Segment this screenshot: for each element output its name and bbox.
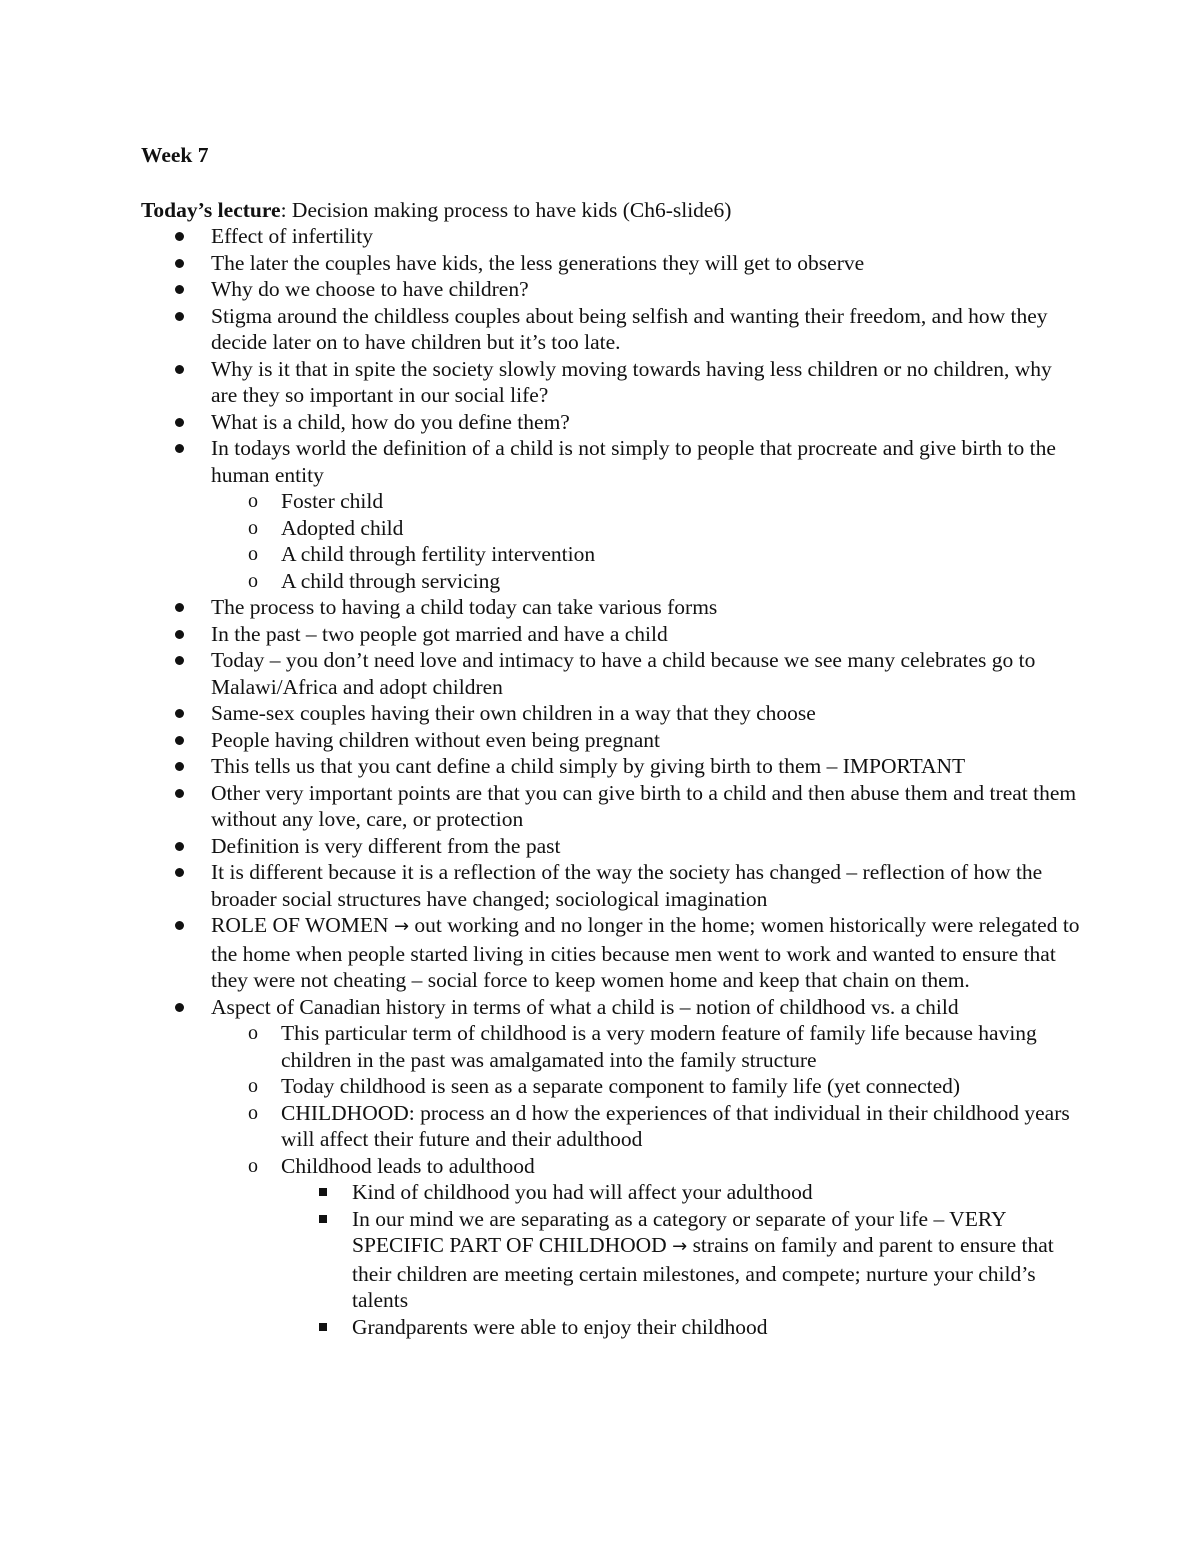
lecture-label: Today’s lecture (141, 197, 281, 222)
sub-list-item (212, 488, 1081, 515)
list-item (141, 621, 1081, 648)
list-item (141, 276, 1081, 303)
sub-list-item-text: A child through servicing (281, 568, 501, 593)
list-item (141, 753, 1081, 780)
sub-list-item (212, 1153, 1081, 1341)
list-item-text: In the past – two people got married and have a child (211, 621, 668, 646)
circle-bullet-icon: o (248, 1075, 258, 1097)
sub-sub-list-item-text: Grandparents were able to enjoy their childhood (352, 1314, 768, 1339)
list-item-text: This tells us that you cant define a child simply by giving birth to them – IMPORTANT (211, 754, 966, 778)
bullet-icon (175, 709, 184, 718)
bullet-icon (175, 603, 184, 612)
child-forms-list (141, 488, 1081, 594)
list-item (141, 435, 1081, 594)
circle-bullet-icon: o (248, 1154, 258, 1177)
list-item-text: ROLE OF WOMEN (211, 913, 389, 937)
sub-list-item-text: Childhood leads to adulthood (281, 1153, 535, 1178)
sub-list-item (212, 1020, 1081, 1073)
list-item-text: Definition is very different from the past (211, 833, 561, 858)
list-item-text: Same-sex couples having their own children in a way that they choose (211, 701, 816, 725)
list-item-text: Aspect of Canadian history in terms of what a child is – notion of childhood vs. a child (211, 994, 959, 1019)
square-bullet-icon (319, 1215, 327, 1223)
childhood-list (141, 1020, 1081, 1340)
sub-list-item-text: Today childhood is seen as a separate component to family life (yet connected) (281, 1074, 961, 1098)
list-item (141, 994, 1081, 1341)
bullet-icon (175, 921, 184, 930)
circle-bullet-icon: o (248, 1101, 258, 1124)
bullet-icon (175, 418, 184, 427)
sub-list-item (212, 568, 1081, 595)
list-item (141, 912, 1081, 994)
bullet-icon (175, 736, 184, 745)
list-item (141, 647, 1081, 700)
document-page (141, 142, 1081, 1340)
sub-sub-list-item (283, 1314, 1081, 1341)
bullet-icon (175, 365, 184, 374)
list-item (141, 727, 1081, 754)
list-item-text: Other very important points are that you can give birth to a child and then abuse them and treat them without any love, care, or protection (211, 780, 1077, 831)
list-item-text: Today – you don’t need love and intimacy to have a child because we see many celebrates go to Malawi/Africa and adopt children (211, 648, 1036, 699)
lecture-heading (141, 197, 1081, 224)
list-item-text: Why do we choose to have children? (211, 277, 529, 301)
bullet-icon (175, 868, 184, 877)
list-item (141, 303, 1081, 356)
list-item (141, 833, 1081, 860)
main-bullet-list (141, 223, 1081, 1340)
list-item-text: People having children without even being pregnant (211, 727, 660, 752)
circle-bullet-icon: o (248, 516, 258, 539)
circle-bullet-icon: o (248, 490, 258, 512)
sub-sub-list-item (283, 1206, 1081, 1314)
sub-list-item-text: Foster child (281, 489, 384, 513)
list-item-text: It is different because it is a reflection of the way the society has changed – reflection of how the broader social structures have changed; sociological imagination (211, 860, 1043, 911)
bullet-icon (175, 630, 184, 639)
list-item (141, 409, 1081, 436)
sub-list-item-text: CHILDHOOD: process an d how the experiences of that individual in their childhood years will affect their future and their adulthood (281, 1100, 1070, 1151)
list-item-text: Effect of infertility (211, 224, 373, 248)
circle-bullet-icon: o (248, 1022, 258, 1044)
list-item-text: Why is it that in spite the society slowly moving towards having less children or no children, why are they so important in our social life? (211, 356, 1052, 407)
list-item (141, 700, 1081, 727)
list-item (141, 780, 1081, 833)
bullet-icon (175, 232, 184, 241)
bullet-icon (175, 789, 184, 798)
sub-list-item (212, 1100, 1081, 1153)
list-item (141, 356, 1081, 409)
square-bullet-icon (319, 1188, 327, 1196)
sub-list-item-text: This particular term of childhood is a very modern feature of family life because having children in the past was amalgamated into the family structure (281, 1021, 1037, 1072)
list-item-text: Stigma around the childless couples about being selfish and wanting their freedom, and how they decide later on to have children but it’s too late. (211, 303, 1048, 354)
square-bullet-icon (319, 1323, 327, 1331)
adulthood-list (212, 1179, 1081, 1340)
sub-sub-list-item-text: Kind of childhood you had will affect your adulthood (352, 1180, 813, 1204)
bullet-icon (175, 762, 184, 771)
sub-list-item (212, 515, 1081, 542)
list-item-text: In todays world the definition of a child is not simply to people that procreate and give birth to the human entity (211, 436, 1056, 487)
bullet-icon (175, 444, 184, 453)
list-item (141, 250, 1081, 277)
bullet-icon (175, 285, 184, 294)
sub-list-item-text: Adopted child (281, 515, 404, 540)
lecture-topic: : Decision making process to have kids (Ch6-slide6) (280, 197, 732, 222)
arrow-right-icon: → (393, 916, 410, 937)
sub-sub-list-item-text: In our mind we are separating as a category or separate of your life – VERY SPECIFIC PART OF CHILDHOOD (352, 1206, 1006, 1257)
bullet-icon (175, 842, 184, 851)
circle-bullet-icon: o (248, 569, 258, 592)
bullet-icon (175, 312, 184, 321)
sub-list-item-text: A child through fertility intervention (281, 542, 596, 566)
list-item (141, 594, 1081, 621)
circle-bullet-icon: o (248, 543, 258, 565)
bullet-icon (175, 656, 184, 665)
sub-list-item (212, 541, 1081, 568)
bullet-icon (175, 1003, 184, 1012)
list-item-text: The later the couples have kids, the less generations they will get to observe (211, 250, 865, 275)
sub-list-item (212, 1073, 1081, 1100)
list-item-text: What is a child, how do you define them? (211, 409, 570, 434)
arrow-right-icon: → (672, 1236, 688, 1257)
bullet-icon (175, 259, 184, 268)
list-item-text: The process to having a child today can take various forms (211, 595, 718, 619)
list-item (141, 859, 1081, 912)
list-item-text: out working and no longer in the home; women historically were relegated to the home when people started living in cities because men went to work and wanted to ensure that they were not cheating – social force to keep women home and keep that chain on them. (211, 913, 1080, 992)
page-title: Week 7 (141, 143, 209, 167)
sub-sub-list-item-text: strains on family and parent to ensure that their children are meeting certain milestones, and compete; nurture your child’s talents (352, 1233, 1054, 1312)
sub-sub-list-item (283, 1179, 1081, 1206)
list-item (141, 223, 1081, 250)
